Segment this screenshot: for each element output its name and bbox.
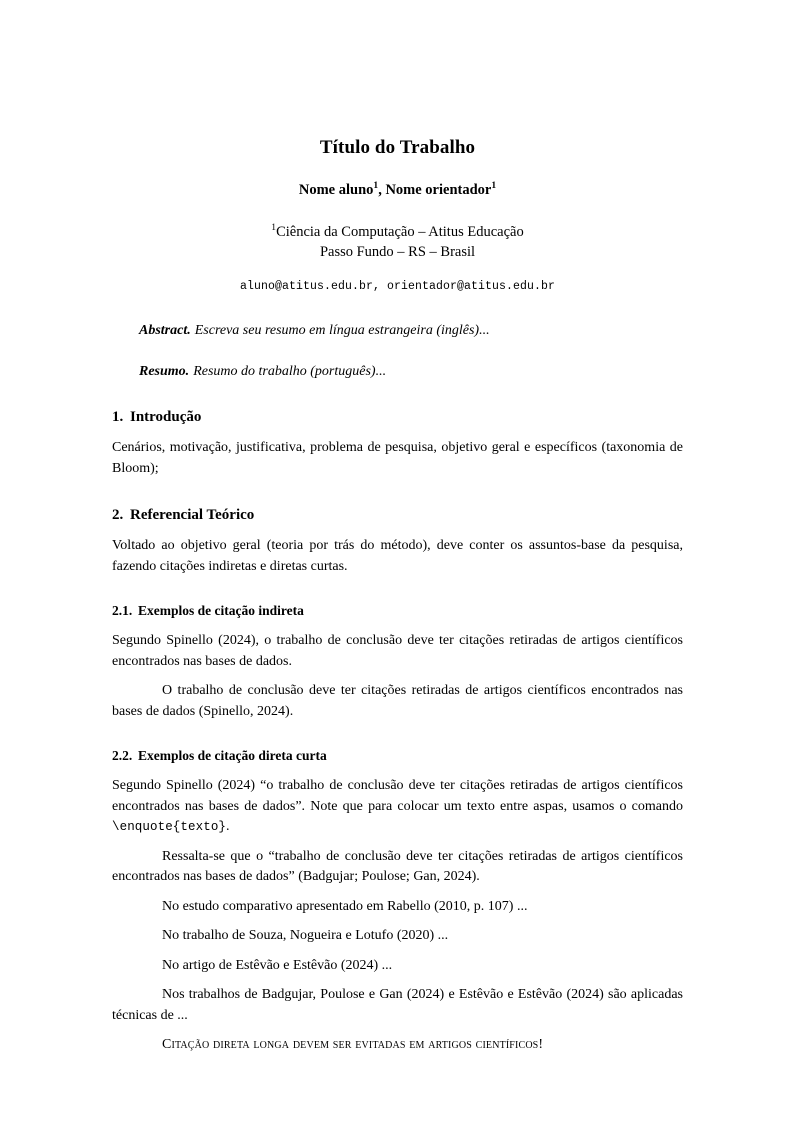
subsection-2-2-warning-smallcaps: Citação direta longa devem ser evitadas em artigos científicos!: [162, 1037, 544, 1052]
author-footnote-mark-2: 1: [491, 180, 497, 192]
subsection-2-2-paragraph-4: No trabalho de Souza, Nogueira e Lotufo (2020) ...: [162, 928, 449, 943]
document-content-column: [112, 0, 683, 1056]
subsection-heading-citacao-indireta: [112, 602, 683, 620]
author-separator: ,: [378, 182, 386, 198]
subsection-2-2-paragraph-6: Nos trabalhos de Badgujar, Poulose e Gan (2024) e Estêvão e Estêvão (2024) são aplicadas técnicas de ...: [112, 987, 683, 1023]
affiliation-footnote-mark: 1: [271, 222, 277, 234]
subsection-number-2-2: 2.2.: [112, 748, 133, 763]
subsection-heading-citacao-direta-curta: [112, 747, 683, 765]
subsection-number-2-1: 2.1.: [112, 603, 133, 618]
affiliation-line-1: [112, 222, 683, 242]
abstract-text: Escreva seu resumo em língua estrangeira (inglês)...: [194, 323, 490, 338]
page-title: Título do Trabalho: [319, 137, 476, 158]
subsection-title-2-2: Exemplos de citação direta curta: [138, 748, 327, 763]
subsection-2-1-paragraph-1: Segundo Spinello (2024), o trabalho de conclusão deve ter citações retiradas de artigos científicos encontrados nas bases de dados.: [112, 633, 683, 669]
subsection-2-1-paragraph-2: O trabalho de conclusão deve ter citações retiradas de artigos científicos encontrados nas bases de dados (Spinello, 2024).: [112, 683, 683, 719]
affiliation-line-2: Passo Fundo – RS – Brasil: [319, 244, 476, 260]
latex-command-enquote: \enquote{texto}: [112, 820, 227, 834]
resumo-label: Resumo.: [139, 364, 190, 379]
section-title-2: Referencial Teórico: [130, 507, 255, 523]
abstract-resumo-block: [112, 321, 683, 381]
resumo-paragraph: [139, 362, 656, 381]
subsection-2-2-paragraph-2: Ressalta-se que o “trabalho de conclusão deve ter citações retiradas de artigos científicos encontrados nas bases de dados” (Badgujar; Poulose; Gan, 2024).: [112, 848, 683, 884]
abstract-label: Abstract.: [139, 323, 191, 338]
author-emails: aluno@atitus.edu.br, orientador@atitus.edu.br: [239, 280, 556, 293]
subsection-2-2-paragraph-1: [112, 776, 683, 838]
section-heading-introducao: [112, 407, 683, 427]
subsection-2-2-paragraph-3: No estudo comparativo apresentado em Rabello (2010, p. 107) ...: [162, 898, 528, 914]
abstract-paragraph: [139, 321, 656, 340]
quote-sentence-tail: .: [226, 819, 230, 834]
subsection-title-2-1: Exemplos de citação indireta: [138, 603, 304, 618]
section-number-2: 2.: [112, 507, 124, 523]
author-name-2: Nome orientador: [385, 182, 492, 198]
author-footnote-mark-1: 1: [373, 180, 379, 192]
section-title-1: Introdução: [130, 409, 202, 425]
resumo-text: Resumo do trabalho (português)...: [193, 364, 387, 379]
subsection-2-2-paragraph-5: No artigo de Estêvão e Estêvão (2024) ...: [162, 957, 393, 973]
affiliation-block: [112, 222, 683, 262]
section-number-1: 1.: [112, 409, 124, 425]
affiliation-institution: Ciência da Computação – Atitus Educação: [276, 224, 524, 240]
section-1-paragraph: Cenários, motivação, justificativa, problema de pesquisa, objetivo geral e específicos (taxonomia de Bloom);: [112, 440, 683, 476]
section-heading-referencial-teorico: [112, 505, 683, 525]
author-list: [112, 181, 683, 200]
quote-sentence-lead: Segundo Spinello (2024) “o trabalho de conclusão deve ter citações retiradas de artigos científicos encontrados nas bases de dados”. Note que para colocar um texto entre aspas, usamos o comando: [112, 778, 683, 814]
section-2-paragraph: Voltado ao objetivo geral (teoria por trás do método), deve conter os assuntos-base da pesquisa, fazendo citações indiretas e diretas curtas.: [112, 538, 683, 574]
author-name-1: Nome aluno: [298, 182, 374, 198]
